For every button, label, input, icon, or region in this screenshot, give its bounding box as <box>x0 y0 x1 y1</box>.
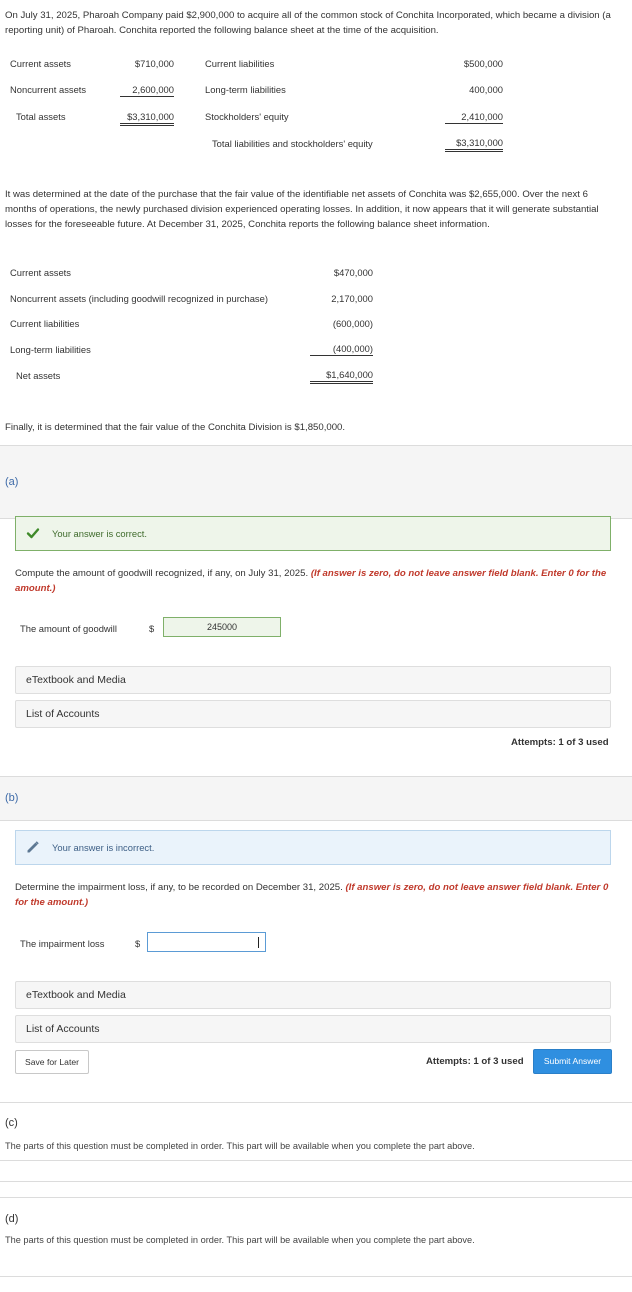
bs-value: 2,410,000 <box>445 111 503 124</box>
part-a-label: (a) <box>5 476 19 488</box>
part-b-header <box>0 776 632 821</box>
feedback-text: Your answer is correct. <box>52 528 148 539</box>
part-d-locked-message: The parts of this question must be completed in order. This part will be available when you complete the part above. <box>5 1235 475 1245</box>
dec-value: (400,000) <box>310 343 373 356</box>
bs-value: $500,000 <box>463 58 503 69</box>
bs-label: Current assets <box>10 58 71 69</box>
impairment-field-label: The impairment loss <box>20 938 105 949</box>
bs-label: Total assets <box>16 111 66 122</box>
divider <box>0 1181 632 1182</box>
part-a-instruction <box>15 566 615 596</box>
instruction-text: Determine the impairment loss, if any, to be recorded on December 31, 2025. <box>15 882 343 893</box>
dec-value: 2,170,000 <box>331 293 373 304</box>
goodwill-field-label: The amount of goodwill <box>20 623 117 634</box>
currency-symbol: $ <box>135 938 141 949</box>
pencil-icon <box>26 840 40 854</box>
bs-value: 2,600,000 <box>120 84 174 97</box>
bs-value: $3,310,000 <box>120 111 174 126</box>
divider <box>0 1276 632 1277</box>
submit-answer-button[interactable]: Submit Answer <box>533 1049 612 1074</box>
part-b-instruction <box>15 880 615 910</box>
warning-text: (If answer is zero, do not leave answer field blank. Enter 0 for the amount.) <box>15 568 607 594</box>
bs-value: $710,000 <box>134 58 174 69</box>
correct-feedback <box>15 516 611 551</box>
intro-paragraph: On July 31, 2025, Pharoah Company paid $2,900,000 to acquire all of the common stock of Conchita Incorporated, which became a division (a reporting unit) of Pharoah. Conchita reported the following balance sheet at the time of the acquisition. <box>5 10 611 36</box>
bs-label: Noncurrent assets <box>10 84 87 95</box>
dec-value: $1,640,000 <box>310 369 373 384</box>
dec-value: (600,000) <box>332 318 373 329</box>
save-for-later-button[interactable]: Save for Later <box>15 1050 89 1074</box>
final-paragraph: Finally, it is determined that the fair value of the Conchita Division is $1,850,000. <box>5 422 346 433</box>
incorrect-feedback <box>15 830 611 865</box>
dec-label: Noncurrent assets (including goodwill recognized in purchase) <box>10 293 268 304</box>
bs-value: 400,000 <box>469 84 503 95</box>
list-of-accounts-button[interactable]: List of Accounts <box>15 1015 611 1043</box>
currency-symbol: $ <box>149 623 155 634</box>
part-a-attempts: Attempts: 1 of 3 used <box>511 737 609 748</box>
dec-label: Current liabilities <box>10 318 80 329</box>
dec-label: Long-term liabilities <box>10 344 91 355</box>
goodwill-answer-field[interactable]: 245000 <box>163 617 281 637</box>
bs-label: Long-term liabilities <box>205 84 286 95</box>
dec-label: Current assets <box>10 267 71 278</box>
part-c-label: (c) <box>5 1117 18 1129</box>
divider <box>0 1160 632 1161</box>
dec-value: $470,000 <box>333 267 373 278</box>
part-a-header <box>0 445 632 519</box>
list-of-accounts-button[interactable]: List of Accounts <box>15 700 611 728</box>
part-b-attempts: Attempts: 1 of 3 used <box>426 1056 524 1067</box>
etextbook-media-button[interactable]: eTextbook and Media <box>15 666 611 694</box>
part-d-label: (d) <box>5 1213 19 1225</box>
part-b-label: (b) <box>5 792 19 804</box>
text-cursor <box>258 937 259 948</box>
bs-label: Total liabilities and stockholders' equity <box>212 138 373 149</box>
warning-text: (If answer is zero, do not leave answer field blank. Enter 0 for the amount.) <box>15 882 609 908</box>
middle-paragraph: It was determined at the date of the purchase that the fair value of the identifiable net assets of Conchita was $2,655,000. Over the next 6 months of operations, the newly purchased division experienced operating losses. In addition, it now appears that it will generate substantial losses for the foreseeable future. At December 31, 2025, Conchita reports the following balance sheet information. <box>5 189 599 230</box>
impairment-answer-input[interactable] <box>147 932 266 952</box>
feedback-text: Your answer is incorrect. <box>52 842 155 853</box>
dec-label: Net assets <box>16 370 61 381</box>
bs-value: $3,310,000 <box>445 137 503 152</box>
divider <box>0 1197 632 1198</box>
instruction-text: Compute the amount of goodwill recognized, if any, on July 31, 2025. <box>15 568 309 579</box>
bs-label: Stockholders' equity <box>205 111 289 122</box>
part-c-locked-message: The parts of this question must be completed in order. This part will be available when you complete the part above. <box>5 1141 475 1151</box>
checkmark-icon <box>26 526 40 540</box>
etextbook-media-button[interactable]: eTextbook and Media <box>15 981 611 1009</box>
divider <box>0 1102 632 1103</box>
bs-label: Current liabilities <box>205 58 275 69</box>
